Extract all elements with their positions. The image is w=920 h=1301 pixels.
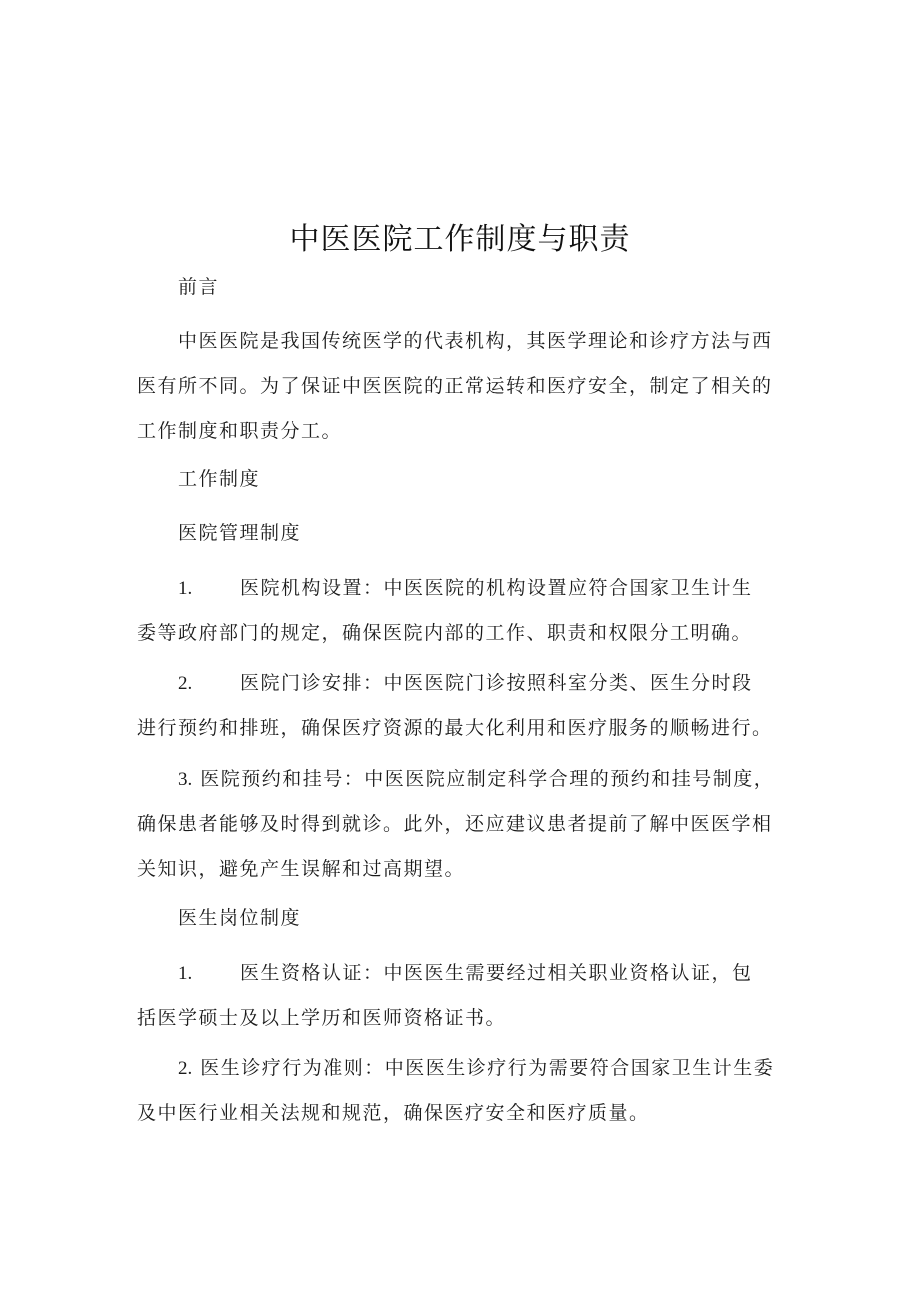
preface-paragraph: 中医医院是我国传统医学的代表机构，其医学理论和诊疗方法与西医有所不同。为了保证中医医院的正常运转和医疗安全，制定了相关的工作制度和职责分工。 (137, 330, 773, 442)
work-system-heading: 工作制度 (178, 468, 261, 490)
list-item-number: 3. (178, 769, 193, 790)
list-item (137, 566, 787, 656)
preface-heading: 前言 (178, 276, 220, 298)
list-item-number: 2. (178, 673, 193, 694)
list-item (137, 951, 787, 1041)
list-item-first-line (137, 566, 787, 611)
hospital-management-heading: 医院管理制度 (178, 522, 302, 544)
list-item-text: 医院机构设置：中医医院的机构设置应符合国家卫生计生 (240, 577, 753, 599)
list-item (137, 1046, 787, 1136)
doctor-position-heading: 医生岗位制度 (178, 907, 302, 929)
list-item-text: 医院门诊安排：中医医院门诊按照科室分类、医生分时段 (240, 672, 753, 694)
list-item-number: 1. (178, 963, 193, 984)
list-item-number: 2. (178, 1058, 193, 1079)
list-item-text: 医生诊疗行为准则：中医医生诊疗行为需要符合国家卫生计生委及中医行业相关法规和规范，确保医疗安全和医疗质量。 (137, 1057, 775, 1124)
list-item-text: 医院预约和挂号：中医医院应制定科学合理的预约和挂号制度，确保患者能够及时得到就诊。此外，还应建议患者提前了解中医医学相关知识，避免产生误解和过高期望。 (137, 768, 775, 880)
list-item-first-line (137, 951, 787, 996)
list-item-continuation: 进行预约和排班，确保医疗资源的最大化利用和医疗服务的顺畅进行。 (137, 717, 773, 739)
list-item-continuation: 括医学硕士及以上学历和医师资格证书。 (137, 1007, 507, 1029)
list-item (137, 661, 787, 751)
list-item-first-line (137, 661, 787, 706)
list-item-number: 1. (178, 578, 193, 599)
document-title: 中医医院工作制度与职责 (289, 222, 631, 257)
list-item (137, 757, 787, 892)
list-item-continuation: 委等政府部门的规定，确保医院内部的工作、职责和权限分工明确。 (137, 622, 753, 644)
list-item-text: 医生资格认证：中医医生需要经过相关职业资格认证，包 (240, 962, 753, 984)
